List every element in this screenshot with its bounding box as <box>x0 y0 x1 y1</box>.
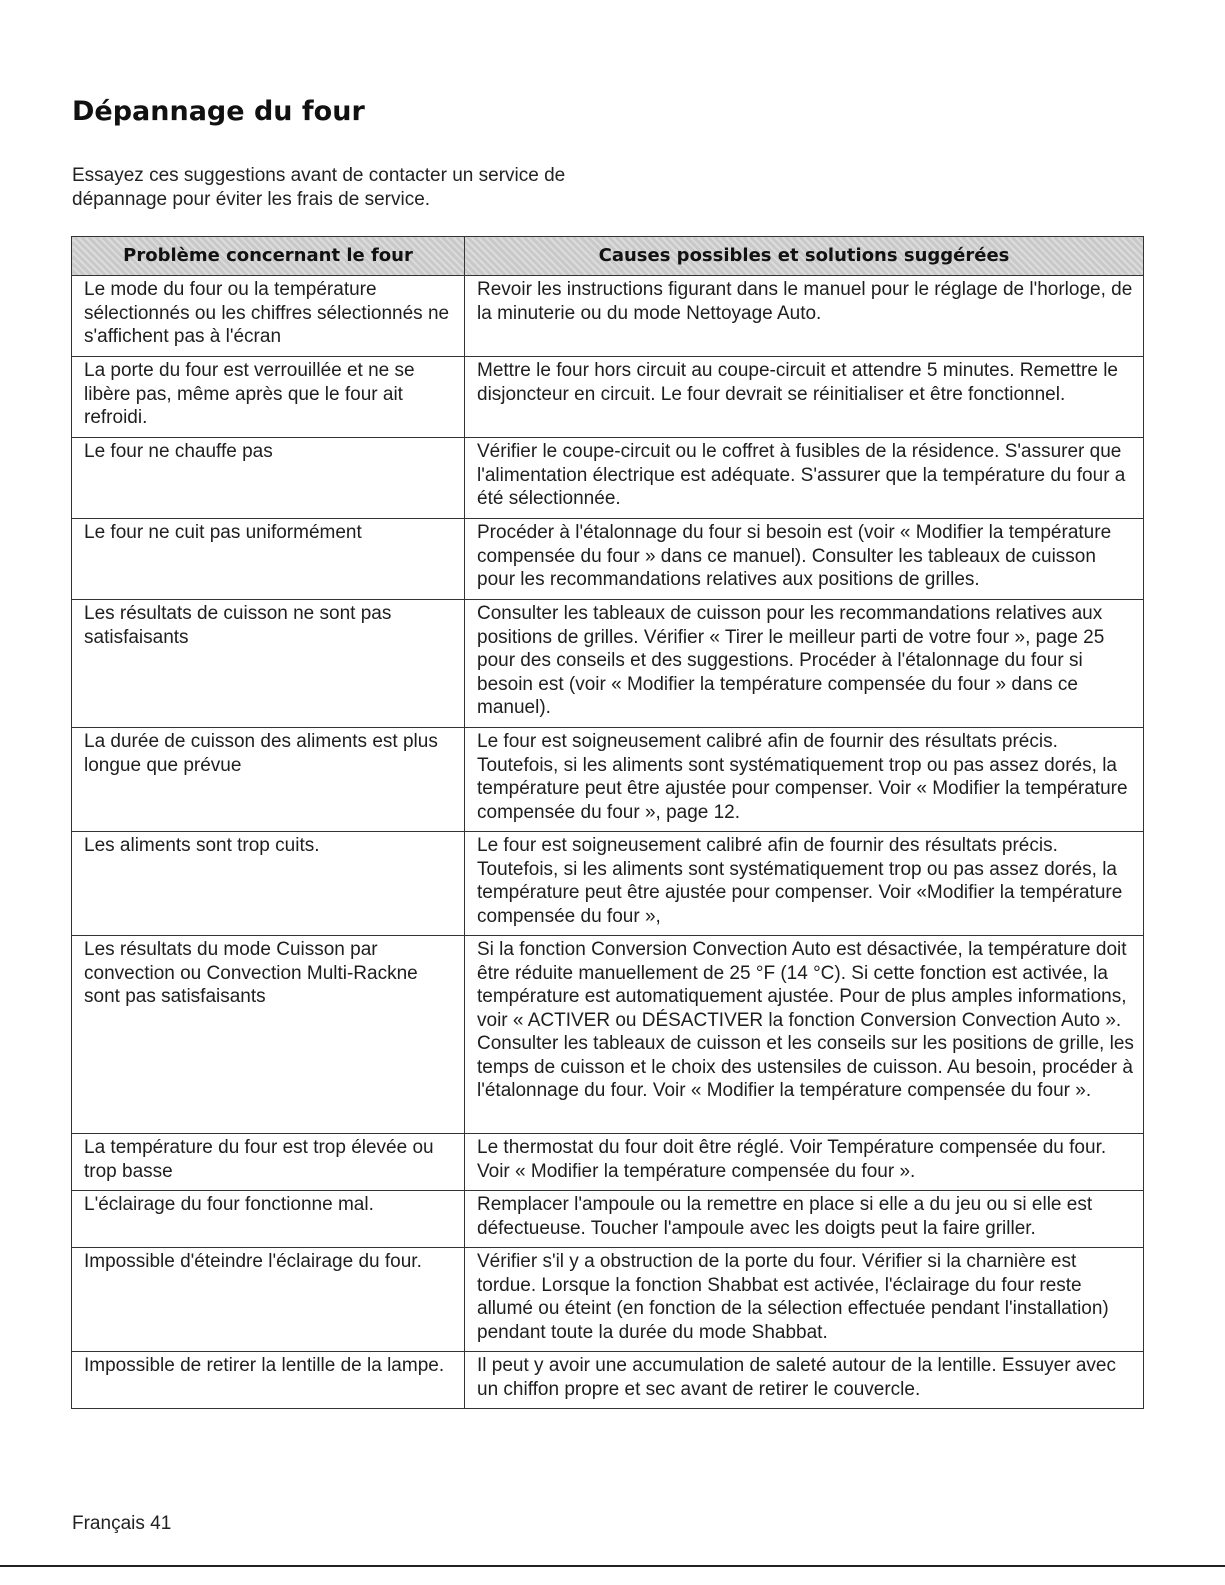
intro-paragraph <box>72 164 632 212</box>
table-row <box>72 728 1144 832</box>
table-row <box>72 438 1144 519</box>
page-footer: Français 41 <box>72 1513 172 1534</box>
solution-cell: Consulter les tableaux de cuisson pour les recommandations relatives aux positions de grilles. Vérifier « Tirer le meilleur parti de votre four », page 25 pour des conseils et des suggestions. Procéder à l'étalonnage du four si besoin est (voir « Modifier la température compensée du four » dans ce manuel). <box>465 600 1144 728</box>
solution-cell: Mettre le four hors circuit au coupe-circuit et attendre 5 minutes. Remettre le disjoncteur en circuit. Le four devrait se réinitialiser et être fonctionnel. <box>465 357 1144 438</box>
problem-cell: Les aliments sont trop cuits. <box>72 832 465 936</box>
solution-cell: Vérifier s'il y a obstruction de la porte du four. Vérifier si la charnière est tordue. Lorsque la fonction Shabbat est activée, l'éclairage du four reste allumé ou éteint (en fonction de la sélection effectuée pendant l'installation) pendant toute la durée du mode Shabbat. <box>465 1248 1144 1352</box>
intro-line: Essayez ces suggestions avant de contacter un service de <box>72 165 566 186</box>
problem-cell: L'éclairage du four fonctionne mal. <box>72 1191 465 1248</box>
problem-cell: Les résultats de cuisson ne sont pas satisfaisants <box>72 600 465 728</box>
solution-cell: Revoir les instructions figurant dans le manuel pour le réglage de l'horloge, de la minuterie ou du mode Nettoyage Auto. <box>465 276 1144 357</box>
solution-cell: Si la fonction Conversion Convection Auto est désactivée, la température doit être réduite manuellement de 25 °F (14 °C). Si cette fonction est activée, la température est automatiquement ajustée. Pour de plus amples informations, voir « ACTIVER ou DÉSACTIVER la fonction Conversion Convection Auto ». Consulter les tableaux de cuisson et les conseils sur les positions de grille, les temps de cuisson et le choix des ustensiles de cuisson. Au besoin, procéder à l'étalonnage du four. Voir « Modifier la température compensée du four ». <box>465 936 1144 1134</box>
header-solution: Causes possibles et solutions suggérées <box>465 237 1144 276</box>
problem-cell: Le four ne cuit pas uniformément <box>72 519 465 600</box>
solution-cell: Vérifier le coupe-circuit ou le coffret à fusibles de la résidence. S'assurer que l'alimentation électrique est adéquate. S'assurer que la température du four a été sélectionnée. <box>465 438 1144 519</box>
table-row <box>72 1352 1144 1409</box>
table-row <box>72 600 1144 728</box>
table-row <box>72 936 1144 1134</box>
solution-cell: Le thermostat du four doit être réglé. Voir Température compensée du four. Voir « Modifier la température compensée du four ». <box>465 1134 1144 1191</box>
table-row <box>72 1248 1144 1352</box>
table-row <box>72 832 1144 936</box>
table-row <box>72 519 1144 600</box>
bottom-rule <box>0 1565 1225 1567</box>
table-header-row <box>72 237 1144 276</box>
problem-cell: La durée de cuisson des aliments est plus longue que prévue <box>72 728 465 832</box>
solution-cell: Procéder à l'étalonnage du four si besoin est (voir « Modifier la température compensée du four » dans ce manuel). Consulter les tableaux de cuisson pour les recommandations relatives aux positions de grilles. <box>465 519 1144 600</box>
troubleshooting-table <box>71 236 1144 1409</box>
table-row <box>72 1191 1144 1248</box>
table-row <box>72 357 1144 438</box>
intro-line: dépannage pour éviter les frais de service. <box>72 189 431 210</box>
header-problem: Problème concernant le four <box>72 237 465 276</box>
solution-cell: Le four est soigneusement calibré afin de fournir des résultats précis. Toutefois, si les aliments sont systématiquement trop ou pas assez dorés, la température peut être ajustée pour compenser. Voir «Modifier la température compensée du four », <box>465 832 1144 936</box>
problem-cell: Impossible de retirer la lentille de la lampe. <box>72 1352 465 1409</box>
solution-cell: Il peut y avoir une accumulation de saleté autour de la lentille. Essuyer avec un chiffon propre et sec avant de retirer le couvercle. <box>465 1352 1144 1409</box>
problem-cell: Le four ne chauffe pas <box>72 438 465 519</box>
problem-cell: Les résultats du mode Cuisson par convection ou Convection Multi-Rackne sont pas satisfaisants <box>72 936 465 1134</box>
problem-cell: La porte du four est verrouillée et ne se libère pas, même après que le four ait refroidi. <box>72 357 465 438</box>
page-title: Dépannage du four <box>72 96 365 127</box>
table-row <box>72 1134 1144 1191</box>
problem-cell: Le mode du four ou la température sélectionnés ou les chiffres sélectionnés ne s'affichent pas à l'écran <box>72 276 465 357</box>
problem-cell: Impossible d'éteindre l'éclairage du four. <box>72 1248 465 1352</box>
solution-cell: Le four est soigneusement calibré afin de fournir des résultats précis. Toutefois, si les aliments sont systématiquement trop ou pas assez dorés, la température peut être ajustée pour compenser. Voir « Modifier la température compensée du four », page 12. <box>465 728 1144 832</box>
solution-cell: Remplacer l'ampoule ou la remettre en place si elle a du jeu ou si elle est défectueuse. Toucher l'ampoule avec les doigts peut la faire griller. <box>465 1191 1144 1248</box>
problem-cell: La température du four est trop élevée ou trop basse <box>72 1134 465 1191</box>
table-row <box>72 276 1144 357</box>
